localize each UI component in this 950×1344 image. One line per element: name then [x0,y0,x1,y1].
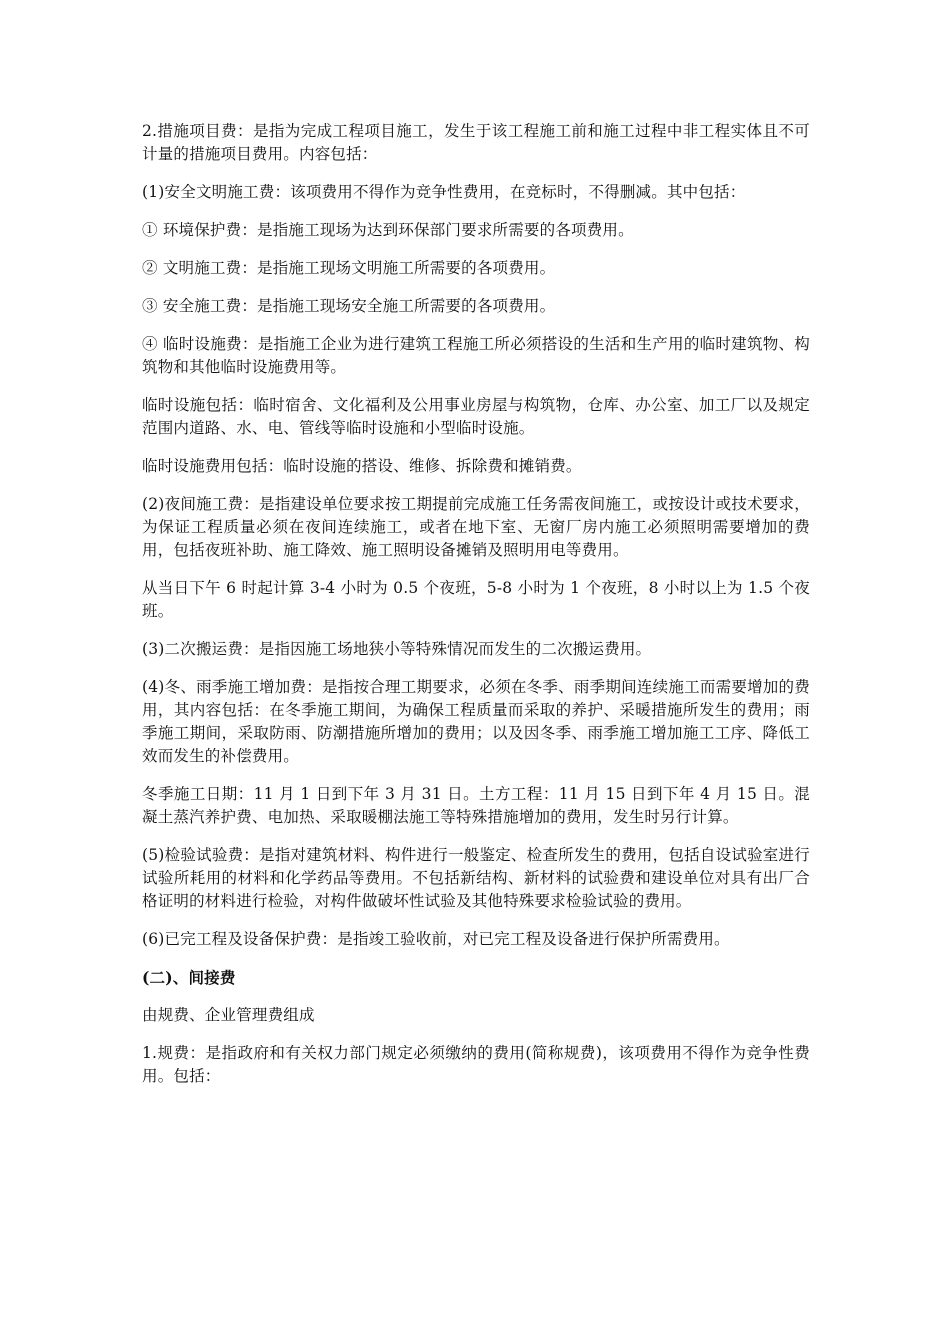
paragraph-winter-rain-fee: (4)冬、雨季施工增加费：是指按合理工期要求，必须在冬季、雨季期间连续施工而需要增加的费用，其内容包括：在冬季施工期间，为确保工程质量而采取的养护、采暖措施所发生的费用；雨季施工期间，采取防雨、防潮措施所增加的费用；以及因冬季、雨季施工增加施工工序、降低工效而发生的补偿费用。 [142,678,810,765]
paragraph-night-shift-rule: 从当日下午 6 时起计算 3-4 小时为 0.5 个夜班，5-8 小时为 1 个夜班，8 小时以上为 1.5 个夜班。 [142,579,810,620]
paragraph-safety-construction-fee: ③ 安全施工费：是指施工现场安全施工所需要的各项费用。 [142,297,556,315]
paragraph-temporary-facilities-include: 临时设施包括：临时宿舍、文化福利及公用事业房屋与构筑物，仓库、办公室、加工厂以及规定范围内道路、水、电、管线等临时设施和小型临时设施。 [142,396,810,437]
paragraph-completed-protection-fee: (6)已完工程及设备保护费：是指竣工验收前，对已完工程及设备进行保护所需费用。 [142,930,730,948]
paragraph-inspection-test-fee: (5)检验试验费：是指对建筑材料、构件进行一般鉴定、检查所发生的费用，包括自设试验室进行试验所耗用的材料和化学药品等费用。不包括新结构、新材料的试验费和建设单位对具有出厂合格证明的材料进行检验，对构件做破坏性试验及其他特殊要求检验试验的费用。 [142,846,810,910]
paragraph-measures-fee: 2.措施项目费：是指为完成工程项目施工，发生于该工程施工前和施工过程中非工程实体且不可计量的措施项目费用。内容包括： [142,122,810,163]
paragraph-night-work-fee: (2)夜间施工费：是指建设单位要求按工期提前完成施工任务需夜间施工，或按设计或技术要求，为保证工程质量必须在夜间连续施工，或者在地下室、无窗厂房内施工必须照明需要增加的费用，包括夜班补助、施工降效、施工照明设备摊销及照明用电等费用。 [142,495,810,559]
section-heading-indirect-cost: (二)、间接费 [142,968,236,987]
paragraph-temporary-facilities-cost: 临时设施费用包括：临时设施的搭设、维修、拆除费和摊销费。 [142,457,582,475]
paragraph-winter-dates: 冬季施工日期：11 月 1 日到下年 3 月 31 日。土方工程：11 月 15 日到下年 4 月 15 日。混凝土蒸汽养护费、电加热、采取暖棚法施工等特殊措施增加的费用，发生时另行计算。 [142,785,810,826]
paragraph-civilized-construction-fee: ② 文明施工费：是指施工现场文明施工所需要的各项费用。 [142,259,556,277]
document-body [142,120,810,1103]
paragraph-safety-civilized-fee: (1)安全文明施工费：该项费用不得作为竞争性费用，在竞标时，不得删减。其中包括： [142,183,746,201]
paragraph-secondary-transport-fee: (3)二次搬运费：是指因施工场地狭小等特殊情况而发生的二次搬运费用。 [142,640,652,658]
paragraph-temporary-facilities-fee: ④ 临时设施费：是指施工企业为进行建筑工程施工所必须搭设的生活和生产用的临时建筑物、构筑物和其他临时设施费用等。 [142,335,810,376]
paragraph-regulatory-fee: 1.规费：是指政府和有关权力部门规定必须缴纳的费用(简称规费)，该项费用不得作为竞争性费用。包括： [142,1044,810,1085]
paragraph-indirect-composition: 由规费、企业管理费组成 [142,1006,315,1024]
paragraph-environment-fee: ① 环境保护费：是指施工现场为达到环保部门要求所需要的各项费用。 [142,221,634,239]
